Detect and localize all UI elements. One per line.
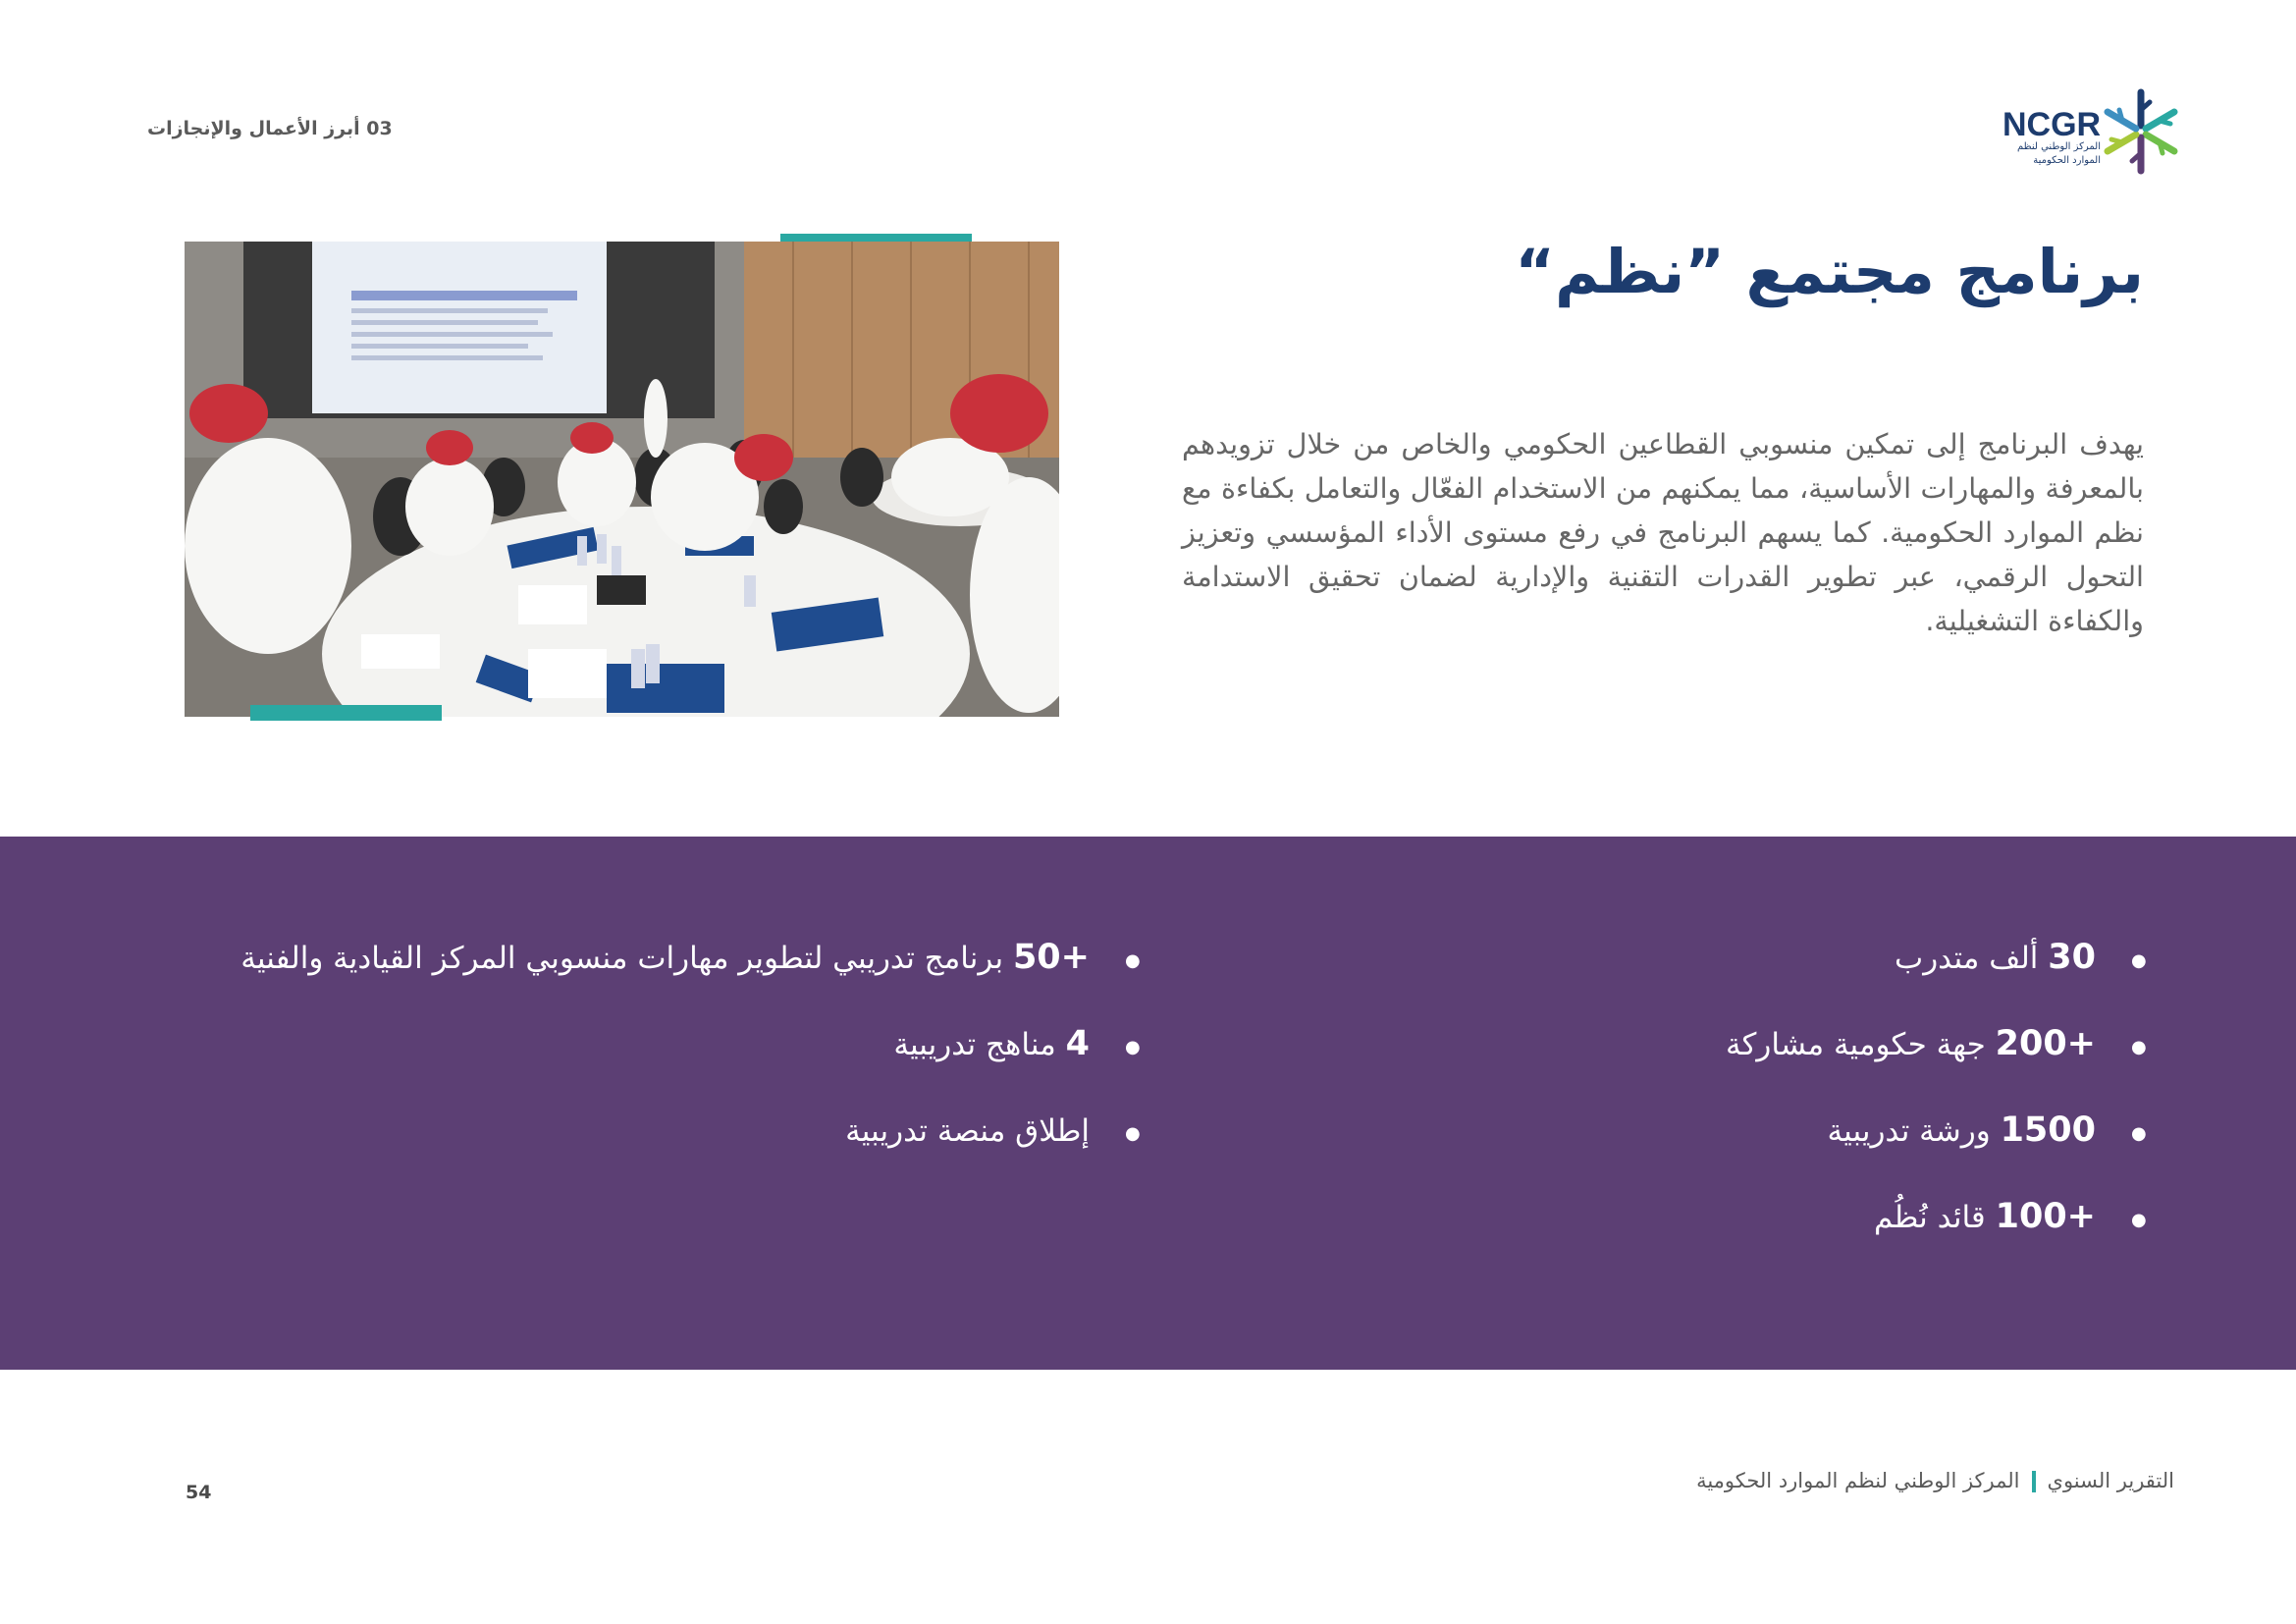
bullet-icon: ●: [2131, 1123, 2147, 1144]
stat-item: [893, 1024, 1090, 1063]
stat-text: مناهج تدريبية: [893, 1027, 1066, 1062]
bullet-icon: ●: [1125, 950, 1141, 971]
stat-text: ورشة تدريبية: [1827, 1113, 2001, 1149]
logo-subtitle-line-2: الموارد الحكومية: [2033, 155, 2101, 166]
photo-illustration: [185, 242, 1059, 717]
bullet-icon: ●: [2131, 1210, 2147, 1230]
stat-number: +200: [1995, 1024, 2096, 1063]
bullet-icon: ●: [2131, 1037, 2147, 1057]
page-number: 54: [186, 1482, 212, 1503]
bullet-icon: ●: [1125, 1123, 1141, 1144]
stat-number: 1500: [2000, 1110, 2096, 1150]
stat-text: إطلاق منصة تدريبية: [845, 1113, 1090, 1149]
stat-text: جهة حكومية مشاركة: [1726, 1027, 1996, 1062]
stat-item: [1874, 1197, 2096, 1236]
stat-item: [845, 1110, 1090, 1150]
stat-item: [1726, 1024, 2096, 1063]
stat-text: برنامج تدريبي لتطوير مهارات منسوبي المركز القيادية والفنية: [240, 941, 1013, 976]
ncgr-logo: [2002, 86, 2179, 185]
accent-bar-bottom: [250, 705, 442, 721]
stat-number: 30: [2048, 938, 2096, 977]
footer-separator: [2032, 1471, 2036, 1492]
bullet-icon: ●: [1125, 1037, 1141, 1057]
page-title: برنامج مجتمع ”نظم“: [1515, 236, 2144, 307]
stat-text: قائد نُظُم: [1874, 1200, 1996, 1235]
training-session-photo: [185, 242, 1059, 717]
section-label: 03 أبرز الأعمال والإنجازات: [147, 118, 393, 139]
stat-item: [1895, 938, 2096, 977]
stat-number: +50: [1012, 938, 1090, 977]
stat-number: 4: [1065, 1024, 1090, 1063]
logo-text: NCGR: [2002, 106, 2102, 143]
bullet-icon: ●: [2131, 950, 2147, 971]
stat-text: ألف متدرب: [1895, 941, 2049, 976]
logo-subtitle-line-1: المركز الوطني لنظم: [2017, 141, 2101, 152]
footer-report-label: التقرير السنوي: [2047, 1469, 2174, 1492]
program-description: يهدف البرنامج إلى تمكين منسوبي القطاعين الحكومي والخاص من خلال تزويدهم بالمعرفة والمهارات الأساسية، مما يمكنهم من الاستخدام الفعّال والتعامل بكفاءة مع نظم الموارد الحكومية. كما يسهم البرنامج في رفع مستوى الأداء المؤسسي وتعزيز التحول الرقمي، عبر تطوير القدرات التقنية والإدارية لضمان تحقيق الاستدامة والكفاءة التشغيلية.: [1182, 427, 2144, 637]
stat-item: [1828, 1110, 2097, 1150]
footer: [1696, 1469, 2174, 1492]
stat-number: +100: [1995, 1197, 2096, 1236]
logo-star-icon: [2101, 86, 2181, 177]
stat-item: [240, 938, 1090, 977]
footer-org-name: المركز الوطني لنظم الموارد الحكومية: [1696, 1469, 2020, 1492]
stats-band: [0, 837, 2296, 1370]
